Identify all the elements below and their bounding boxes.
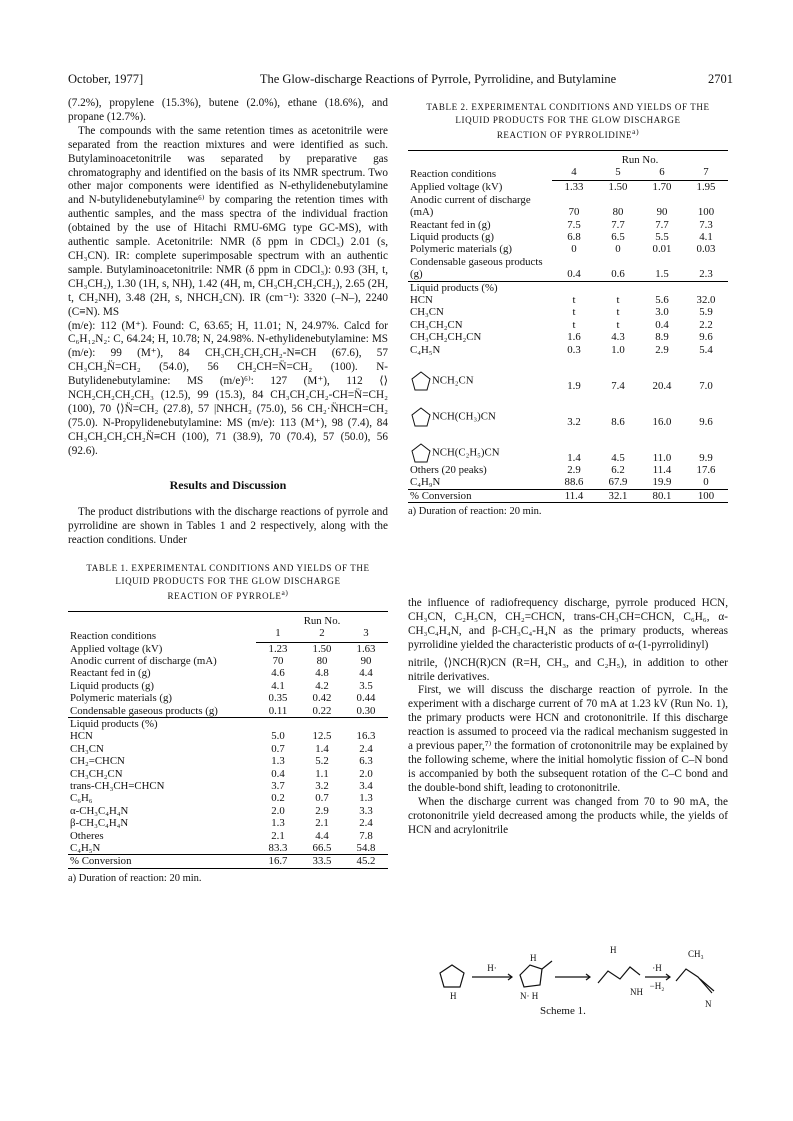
cell-value: 0.35 xyxy=(268,692,288,705)
cell-value: 0 xyxy=(703,476,709,489)
run-label: Run No. xyxy=(256,611,388,627)
cell-value: 2.1 xyxy=(315,817,329,830)
row-label: Condensable gaseous products (g) xyxy=(70,704,218,717)
table-row xyxy=(408,256,728,281)
table-row xyxy=(68,842,388,855)
cell-value: 6.8 xyxy=(567,230,581,243)
run-number: 2 xyxy=(300,627,344,642)
cell-value: 17.6 xyxy=(696,464,716,476)
table1-footnote: a) Duration of reaction: 20 min. xyxy=(68,872,202,884)
cell-value: 19.9 xyxy=(652,476,672,489)
row-label: β-CH₃C₄H₄N xyxy=(70,817,129,830)
cell-value: t xyxy=(572,318,576,331)
cell-value: 9.6 xyxy=(699,415,713,428)
table-row xyxy=(68,780,388,792)
caption-line: TABLE 1. EXPERIMENTAL CONDITIONS AND YIELDS OF THE xyxy=(86,563,370,574)
row-label: C₄H₅N xyxy=(70,842,101,854)
table-row xyxy=(68,730,388,742)
running-header xyxy=(68,72,733,88)
cell-value: 7.4 xyxy=(611,379,625,392)
cell-value: 2.4 xyxy=(359,817,373,830)
table-row xyxy=(68,743,388,755)
table-row xyxy=(408,331,728,343)
atom-label: H xyxy=(450,991,457,1001)
cell-value: t xyxy=(616,293,620,306)
cell-value: 70 xyxy=(568,206,580,219)
cell-value: 4.1 xyxy=(699,230,713,243)
table-row xyxy=(68,755,388,767)
row-label: Otheres xyxy=(70,829,104,842)
cell-value: 2.0 xyxy=(271,804,285,817)
row-label: Reactant fed in (g) xyxy=(70,667,151,680)
cell-value: 6.2 xyxy=(611,464,625,476)
caption-note: a) xyxy=(632,127,640,136)
col-label: Reaction conditions xyxy=(68,611,256,642)
cell-value: 54.8 xyxy=(356,842,376,854)
table-row xyxy=(68,692,388,704)
cell-value: t xyxy=(572,293,576,306)
cell-value: 1.4 xyxy=(567,451,581,464)
cell-value: 0.4 xyxy=(655,318,669,331)
cell-value: 0.3 xyxy=(567,343,581,356)
table-row xyxy=(408,194,728,219)
caption-line: REACTION OF PYRROLE xyxy=(167,591,282,602)
table-row xyxy=(68,667,388,679)
conversion-label: % Conversion xyxy=(408,489,552,502)
row-label: CH₃CH₂CN xyxy=(410,318,463,331)
conversion-value: 100 xyxy=(684,489,728,502)
cell-value: t xyxy=(616,318,620,331)
row-label: Anodic current of discharge (mA) xyxy=(410,193,531,219)
conversion-value: 11.4 xyxy=(552,489,596,502)
row-label: trans-CH₃CH=CHCN xyxy=(70,779,165,792)
cell-value: 0.42 xyxy=(312,692,332,705)
cell-value: 1.3 xyxy=(271,755,285,768)
table-row xyxy=(408,294,728,306)
cell-value: 88.6 xyxy=(564,476,584,489)
cell-value: 0.11 xyxy=(268,704,288,717)
row-label: C₆H₆ xyxy=(70,792,93,805)
row-label: CH₂=CHCN xyxy=(70,755,125,768)
cell-value: 100 xyxy=(697,206,715,219)
cell-value: 2.2 xyxy=(699,318,713,331)
cell-value: 67.9 xyxy=(608,476,628,489)
cell-value: 1.4 xyxy=(315,742,329,755)
cell-value: 9.9 xyxy=(699,451,713,464)
row-label: CH₃CN xyxy=(410,306,444,319)
row-label: CH₃CH₂CH₂CN xyxy=(410,331,482,344)
cell-value: 2.9 xyxy=(567,464,581,476)
cell-value: 3.3 xyxy=(359,804,373,817)
row-label: C₄H₉N xyxy=(410,476,441,489)
cell-value: 1.9 xyxy=(567,379,581,392)
table-row xyxy=(408,243,728,255)
paragraph: The product distributions with the discharge reactions of pyrrole and pyrrolidine are shown in Tables 1 and 2 respectively, along with the reaction conditions. Under xyxy=(68,506,388,547)
opened-ring-icon xyxy=(520,965,542,987)
cell-value: 2.0 xyxy=(359,767,373,780)
row-label: Polymeric materials (g) xyxy=(410,243,512,256)
table1 xyxy=(68,611,388,869)
cell-value: 0.01 xyxy=(652,243,672,256)
cell-value: 3.5 xyxy=(359,679,373,692)
cell-value: 8.9 xyxy=(655,331,669,344)
cell-value: 7.3 xyxy=(699,218,713,231)
pyrrolidine-ring-icon xyxy=(410,406,432,428)
cell-value: 0.03 xyxy=(696,243,716,256)
table-row xyxy=(408,181,728,194)
right-column xyxy=(408,597,728,837)
row-label-text: NCH₂CN xyxy=(432,374,474,387)
table2-block xyxy=(408,97,728,517)
cell-value: 5.5 xyxy=(655,230,669,243)
cell-value: 32.0 xyxy=(696,293,716,306)
header-page-number: 2701 xyxy=(708,72,733,86)
atom-label: N xyxy=(705,999,712,1009)
cell-value: 9.6 xyxy=(699,331,713,344)
conversion-value: 45.2 xyxy=(344,855,388,868)
table-row xyxy=(408,319,728,331)
run-number: 4 xyxy=(552,166,596,181)
row-label: Others (20 peaks) xyxy=(410,464,487,476)
cell-value: t xyxy=(572,306,576,319)
row-label xyxy=(408,392,552,428)
conversion-label: % Conversion xyxy=(68,855,256,868)
header-title: The Glow-discharge Reactions of Pyrrole, Pyrrolidine, and Butylamine xyxy=(259,72,617,86)
cell-value: 7.0 xyxy=(699,379,713,392)
row-label: Liquid products (g) xyxy=(410,230,494,243)
row-label: Liquid products (g) xyxy=(70,679,154,692)
caption-line: LIQUID PRODUCTS FOR THE GLOW DISCHARGE xyxy=(115,575,341,586)
cell-value: 1.50 xyxy=(608,181,628,194)
caption-note: a) xyxy=(281,588,289,598)
caption-line: TABLE 2. EXPERIMENTAL CONDITIONS AND YIELDS OF THE xyxy=(426,102,710,112)
table-row xyxy=(408,428,728,464)
cell-value: 1.33 xyxy=(564,181,584,194)
row-label: Polymeric materials (g) xyxy=(70,692,172,705)
row-label: CH₃CH₂CN xyxy=(70,767,123,780)
pyrrole-ring-icon xyxy=(440,965,464,987)
cell-value: 0 xyxy=(615,243,621,256)
cell-value: 70 xyxy=(272,654,284,667)
table-row xyxy=(408,344,728,356)
paragraph: The compounds with the same retention times as acetonitrile were separated from the reaction mixtures and were identified as such. Butylaminoacetonitrile was separated by preparative gas chromatography and identified on the basis of its NMR spectrum. Two other major components were identified as N-ethylidenebutylamine and N-butylidenebutylamine⁶⁾ by comparing the retention times with authentic samples, and the mass spectra of the individual fraction (obtained by the use of Hitachi RMU-6MG type GC-MS), with authentic sample. Acetonitrile: NMR (δ ppm in CDCl₃) 2.01 (s, CH₃CN). IR: complete superimposable spectrum with an authentic sample. Butylaminoacetonitrile: NMR (δ ppm in CDCl₃): 0.93 (3H, t, CH₃CH₂), 1.30 (1H, s, NH), 1.42 (4H, m, CH₃CH₂CH₂CH₂), 2.65 (2H, t, CH₂NH), 3.48 (2H, s, NHCH₂CN). IR (cm⁻¹): 3320 (–N–), 2240 (C≡N). MS xyxy=(68,124,388,318)
table-row xyxy=(68,705,388,718)
paragraph: nitrile, ⟨⟩NCH(R)CN (R=H, CH₃, and C₂H₅), in addition to other nitrile derivatives. xyxy=(408,656,728,683)
reagent-label: ·H xyxy=(652,963,662,973)
cell-value: 12.5 xyxy=(312,730,332,743)
cell-value: 16.0 xyxy=(652,415,672,428)
cell-value: 83.3 xyxy=(268,842,288,854)
cell-value: 0.7 xyxy=(271,742,285,755)
row-label: Applied voltage (kV) xyxy=(70,642,163,655)
row-label: HCN xyxy=(410,293,433,306)
table2-footnote: a) Duration of reaction: 20 min. xyxy=(408,506,542,518)
run-number: 6 xyxy=(640,166,684,181)
cell-value: 7.7 xyxy=(655,218,669,231)
cell-value: 4.2 xyxy=(315,679,329,692)
cell-value: 0.4 xyxy=(567,268,581,281)
row-label: HCN xyxy=(70,730,93,743)
col-label: Reaction conditions xyxy=(408,150,552,181)
cell-value: 20.4 xyxy=(652,379,672,392)
cell-value: 0.22 xyxy=(312,704,332,717)
table-row xyxy=(68,655,388,667)
cell-value: 6.3 xyxy=(359,755,373,768)
cell-value: 0.6 xyxy=(611,268,625,281)
cell-value: 7.7 xyxy=(611,218,625,231)
cell-value: 66.5 xyxy=(312,842,332,854)
atom-label: N· H xyxy=(520,991,539,1001)
cell-value: 3.2 xyxy=(315,779,329,792)
cell-value: 1.1 xyxy=(315,767,329,780)
atom-label: H xyxy=(610,945,617,955)
row-label: C₄H₅N xyxy=(410,343,441,356)
cell-value: 1.50 xyxy=(312,642,332,655)
table-row xyxy=(68,768,388,780)
row-label: Condensable gaseous products (g) xyxy=(410,255,543,281)
table-row xyxy=(68,792,388,804)
run-number: 3 xyxy=(344,627,388,642)
cell-value: 2.3 xyxy=(699,268,713,281)
cell-value: 5.4 xyxy=(699,343,713,356)
table-row xyxy=(68,817,388,829)
open-chain-icon xyxy=(598,967,640,983)
cell-value: 80 xyxy=(316,654,328,667)
row-label: Applied voltage (kV) xyxy=(410,181,503,194)
products-label: Liquid products (%) xyxy=(68,717,388,730)
table-row xyxy=(68,680,388,692)
cell-value: 1.5 xyxy=(655,268,669,281)
run-number: 5 xyxy=(596,166,640,181)
products-label: Liquid products (%) xyxy=(408,281,728,294)
row-label xyxy=(408,428,552,464)
run-number: 7 xyxy=(684,166,728,181)
cell-value: 3.7 xyxy=(271,779,285,792)
caption-line: REACTION OF PYRROLIDINE xyxy=(496,130,633,140)
run-label: Run No. xyxy=(552,150,728,166)
table2 xyxy=(408,150,728,504)
cell-value: 1.6 xyxy=(567,331,581,344)
cell-value: 1.70 xyxy=(652,181,672,194)
header-date: October, 1977] xyxy=(68,72,144,86)
cell-value: 1.0 xyxy=(611,343,625,356)
cell-value: 5.6 xyxy=(655,293,669,306)
row-label: α-CH₃C₄H₄N xyxy=(70,804,129,817)
table-row xyxy=(68,805,388,817)
cell-value: 8.6 xyxy=(611,415,625,428)
paragraph: First, we will discuss the discharge reaction of pyrrole. In the experiment with a discharge current of 70 mA at 1.23 kV (Run No. 1), the primary products were HCN and crotononitrile. If this discharge reaction is assumed to proceed via the radical mechanism suggested in a previous paper,⁷⁾ the formation of crotononitrile may be explained by the following scheme, where the initial homolytic fission of C–N bond is accompanied by both the subsequent rotation of the C–C bond and the double-bond shift, leading to crotononitrile. xyxy=(408,684,728,794)
table-row xyxy=(408,476,728,489)
table-row xyxy=(408,306,728,318)
cell-value: 6.5 xyxy=(611,230,625,243)
cell-value: 16.3 xyxy=(356,730,376,743)
row-label xyxy=(408,356,552,392)
cell-value: 90 xyxy=(656,206,668,219)
cell-value: 11.0 xyxy=(652,451,672,464)
cell-value: 11.4 xyxy=(652,464,672,476)
cell-value: 2.4 xyxy=(359,742,373,755)
pyrrolidine-ring-icon xyxy=(410,370,432,392)
paragraph: When the discharge current was changed from 70 to 90 mA, the crotononitrile yield decreased among the products while, the yields of HCN and acrylonitrile xyxy=(408,795,728,836)
atom-label: H xyxy=(530,953,537,963)
cell-value: 1.95 xyxy=(696,181,716,194)
table-row xyxy=(408,464,728,476)
cell-value: 0 xyxy=(571,243,577,256)
table-row xyxy=(408,219,728,231)
conversion-value: 32.1 xyxy=(596,489,640,502)
cell-value: 2.1 xyxy=(271,829,285,842)
table1-caption xyxy=(68,562,388,603)
table-row xyxy=(68,642,388,655)
reagent-label: −H₂ xyxy=(649,981,665,991)
cell-value: 7.8 xyxy=(359,829,373,842)
cell-value: 4.5 xyxy=(611,451,625,464)
cell-value: 2.9 xyxy=(655,343,669,356)
cell-value: 5.0 xyxy=(271,730,285,743)
cell-value: t xyxy=(616,306,620,319)
cell-value: 1.3 xyxy=(271,817,285,830)
cell-value: 4.1 xyxy=(271,679,285,692)
cell-value: 1.63 xyxy=(356,642,376,655)
paragraph: (m/e): 112 (M⁺). Found: C, 63.65; H, 11.01; N, 24.97%. Calcd for C₆H₁₂N₂: C, 64.24; H, 10.78; N, 24.98%. N-ethylidenebutylamine: MS (m/e): 99 (M⁺), 84 CH₃CH₂CH₂CH₂-N≡CH (67.6), 57 CH₃CH₂N̈=CH₂ (54.0), 56 CH₂CH=N̈=CH₂ (100). N-Butylidenebutylamine: MS (m/e)⁶⁾: 127 (M⁺), 112 ⟨⟩NCH₂CH₂CH₂CH₃ (12.5), 99 (15.3), 84 CH₃CH₂CH₂-CH=N̈=CH₂ (100), 70 ⟨⟩N̈=CH₂ (27.8), 57 |NHCH₂ (75.0), 56 CH₂·N̈HCH=CH₂ (75.0). N-Propylidenebutylamine: MS (m/e): 113 (M⁺), 98 (7.4), 84 CH₃CH₂CH₂CH₂N̈≡CH (100), 71 (38.9), 70 (70.4), 57 (50.0), 56 (92.6). xyxy=(68,319,388,457)
cell-value: 1.23 xyxy=(268,642,288,655)
cell-value: 3.4 xyxy=(359,779,373,792)
paragraph: (7.2%), propylene (15.3%), butene (2.0%), ethane (18.6%), and propane (12.7%). xyxy=(68,97,388,123)
cell-value: 5.9 xyxy=(699,306,713,319)
cell-value: 0.30 xyxy=(356,704,376,717)
row-label: Reactant fed in (g) xyxy=(410,218,491,231)
pyrrolidine-ring-icon xyxy=(410,442,432,464)
row-label-text: NCH(C₂H₅)CN xyxy=(432,446,500,459)
paragraph: the influence of radiofrequency discharge, pyrrole produced HCN, CH₃CN, C₂H₅CN, CH₂=CHCN, trans-CH₃CH=CHCN, C₆H₆, α-CH₃C₄H₄N, and β-CH₃C₄-H₄N as the primary products, whereas pyrrolidine yielded the characteristic products of α-(1-pyrrolidinyl) xyxy=(408,597,728,651)
table-row xyxy=(408,356,728,392)
scheme-caption: Scheme 1. xyxy=(540,1005,586,1017)
cell-value: 3.0 xyxy=(655,306,669,319)
table-row xyxy=(408,392,728,428)
conversion-value: 33.5 xyxy=(300,855,344,868)
cell-value: 4.6 xyxy=(271,667,285,680)
cell-value: 1.3 xyxy=(359,792,373,805)
cell-value: 0.7 xyxy=(315,792,329,805)
table-row xyxy=(408,231,728,243)
row-label: CH₃CN xyxy=(70,742,104,755)
atom-label: NH xyxy=(630,987,643,997)
cell-value: 7.5 xyxy=(567,218,581,231)
run-number: 1 xyxy=(256,627,300,642)
cell-value: 4.8 xyxy=(315,667,329,680)
cell-value: 4.3 xyxy=(611,331,625,344)
cell-value: 3.2 xyxy=(567,415,581,428)
row-label-text: NCH(CH₃)CN xyxy=(432,410,496,423)
table2-caption xyxy=(408,101,728,142)
table-row xyxy=(68,830,388,842)
left-column xyxy=(68,97,388,886)
cell-value: 4.4 xyxy=(359,667,373,680)
cell-value: 0.4 xyxy=(271,767,285,780)
conversion-value: 80.1 xyxy=(640,489,684,502)
caption-line: LIQUID PRODUCTS FOR THE GLOW DISCHARGE xyxy=(455,114,681,125)
cell-value: 80 xyxy=(612,206,624,219)
atom-label: CH₃ xyxy=(688,949,704,959)
cell-value: 4.4 xyxy=(315,829,329,842)
conversion-value: 16.7 xyxy=(256,855,300,868)
cell-value: 5.2 xyxy=(315,755,329,768)
crotononitrile-icon xyxy=(676,969,712,993)
row-label: Anodic current of discharge (mA) xyxy=(70,654,217,667)
cell-value: 2.9 xyxy=(315,804,329,817)
section-title: Results and Discussion xyxy=(169,477,287,492)
reagent-label: H· xyxy=(487,963,497,973)
cell-value: 0.2 xyxy=(271,792,285,805)
cell-value: 0.44 xyxy=(356,692,376,705)
cell-value: 90 xyxy=(360,654,372,667)
